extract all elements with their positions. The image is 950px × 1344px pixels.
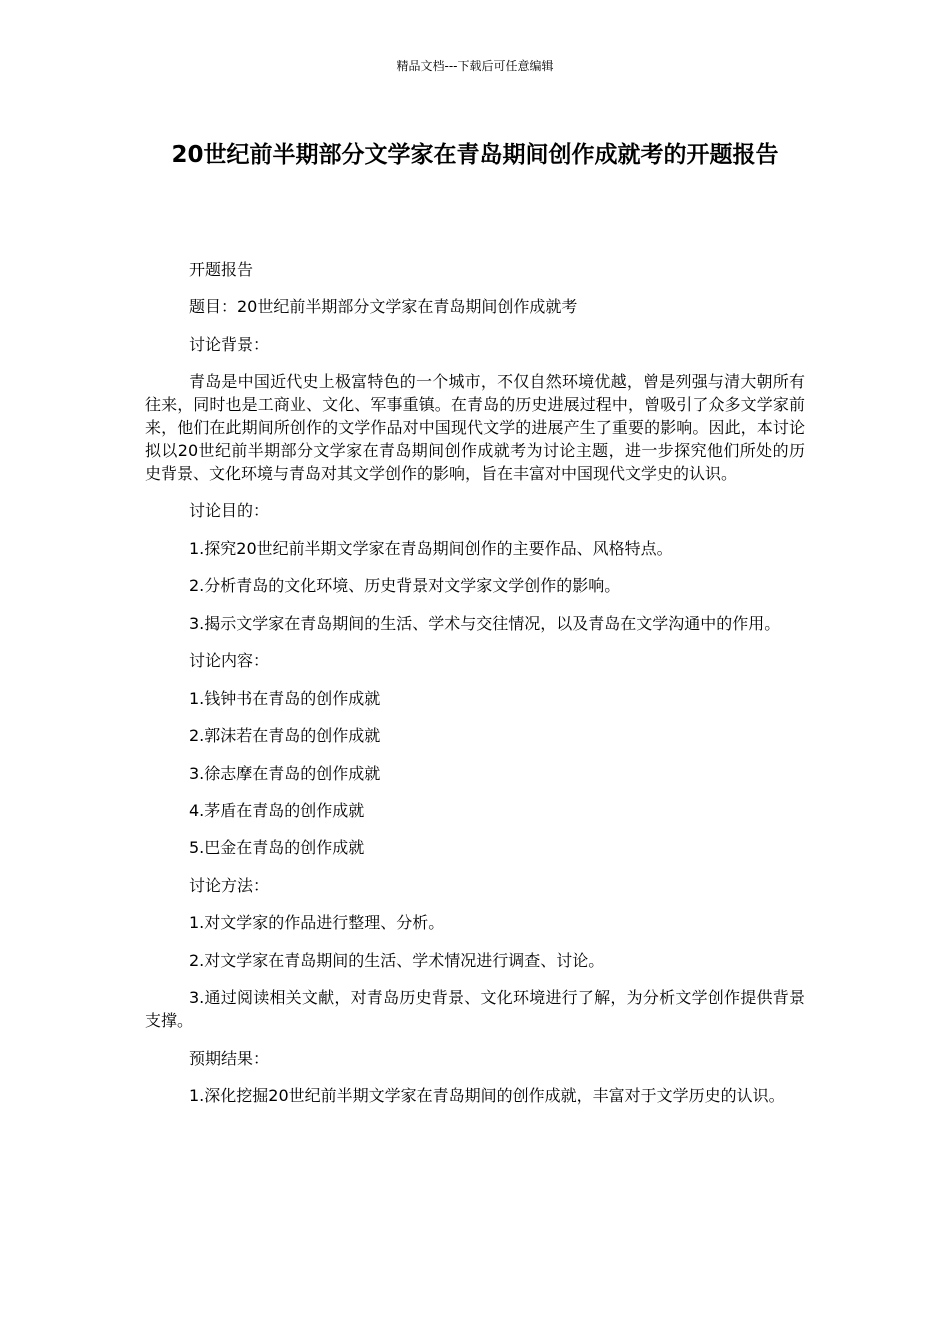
page-header: 精品文档---下载后可任意编辑 [396,59,554,73]
method-item: 2.对文学家在青岛期间的生活、学术情况进行调查、讨论。 [189,950,605,970]
method-item: 3.通过阅读相关文献，对青岛历史背景、文化环境进行了解，为分析文学创作提供背景支撑。 [145,988,805,1031]
content-item: 3.徐志摩在青岛的创作成就 [189,763,381,783]
content-item: 2.郭沫若在青岛的创作成就 [189,726,381,746]
heading-background: 讨论背景： [189,334,270,354]
purpose-item: 3.揭示文学家在青岛期间的生活、学术与交往情况，以及青岛在文学沟通中的作用。 [189,613,781,633]
heading-content: 讨论内容： [189,651,270,671]
purpose-item: 2.分析青岛的文化环境、历史背景对文学家文学创作的影响。 [189,576,621,596]
content-item: 4.茅盾在青岛的创作成就 [189,801,365,820]
document-title: 20世纪前半期部分文学家在青岛期间创作成就考的开题报告 [171,142,779,168]
paragraph-topic: 题目：20世纪前半期部分文学家在青岛期间创作成就考 [189,297,578,317]
paragraph-background: 青岛是中国近代史上极富特色的一个城市，不仅自然环境优越，曾是列强与清大朝所有往来，同时也是工商业、文化、军事重镇。在青岛的历史进展过程中，曾吸引了众多文学家前来，他们在此期间所创作的文学作品对中国现代文学的进展产生了重要的影响。因此，本讨论拟以20世纪前半期部分文学家在青岛期间创作成就考为讨论主题，进一步探究他们所处的历史背景、文化环境与青岛对其文学创作的影响，旨在丰富对中国现代文学史的认识。 [145,372,805,483]
purpose-item: 1.探究20世纪前半期文学家在青岛期间创作的主要作品、风格特点。 [189,538,673,558]
method-item: 1.对文学家的作品进行整理、分析。 [189,913,445,933]
content-item: 5.巴金在青岛的创作成就 [189,838,365,858]
heading-methods: 讨论方法： [189,875,270,895]
heading-purpose: 讨论目的： [189,501,270,521]
result-item: 1.深化挖掘20世纪前半期文学家在青岛期间的创作成就，丰富对于文学历史的认识。 [189,1086,785,1106]
content-item: 1.钱钟书在青岛的创作成就 [189,688,381,708]
document-body [145,259,805,1123]
heading-expected-results: 预期结果： [189,1048,270,1068]
paragraph-report-label: 开题报告 [189,260,254,279]
